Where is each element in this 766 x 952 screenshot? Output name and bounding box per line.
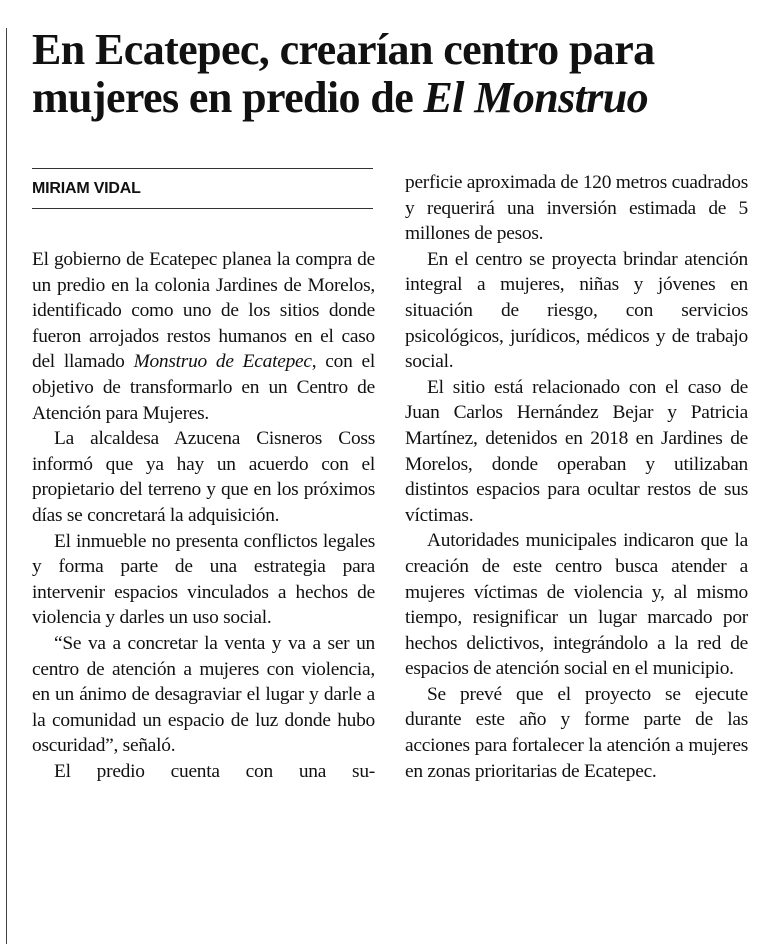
article-column-right [405,170,748,784]
byline: MIRIAM VIDAL [32,180,141,197]
paragraph-9: Se prevé que el proyecto se ejecute durante este año y forme parte de las acciones para fortalecer la atención a mujeres en zonas prioritarias de Ecatepec. [405,683,748,782]
paragraph-4: “Se va a concretar la venta y va a ser un centro de atención a mujeres con violencia, en un ánimo de desagraviar el lugar y darle a la comunidad un espacio de luz donde hubo oscuridad”, señaló. [32,632,375,757]
left-column-rule [6,28,7,944]
byline-rule-top [32,168,373,169]
paragraph-7: El sitio está relacionado con el caso de Juan Carlos Hernández Bejar y Patricia Martínez, detenidos en 2018 en Jardines de Morelos, donde operaban y utilizaban distintos espacios para ocultar restos de sus víctimas. [405,376,748,526]
paragraph-5-continued: perficie aproximada de 120 metros cuadrados y requerirá una inversión estimada de 5 millones de pesos. [405,172,748,245]
paragraph-8: Autoridades municipales indicaron que la creación de este centro busca atender a mujeres víctimas de violencia y, al mismo tiempo, resignificar un lugar marcado por hechos delictivos, integrándolo a la red de espacios de atención social en el municipio. [405,530,748,680]
headline-line-2-prefix: mujeres en predio de [32,73,424,122]
headline-line-2-italic: El Monstruo [423,73,649,122]
headline-line-1: En Ecatepec, crearían centro para [32,25,655,74]
paragraph-1 [32,247,375,426]
byline-rule-bottom [32,208,373,209]
paragraph-1-part-b: , con el objetivo de transformarlo en un Centro de Atención para Mujeres. [32,351,375,424]
headline [32,26,762,122]
paragraph-2: La alcaldesa Azucena Cisneros Coss informó que ya hay un acuerdo con el propietario del terreno y que en los próximos días se concretará la adquisición. [32,428,375,526]
paragraph-1-italic: Monstruo de Ecatepec [133,351,312,373]
paragraph-6: En el centro se proyecta brindar atención integral a mujeres, niñas y jóvenes en situación de riesgo, con servicios psicológicos, jurídicos, médicos y de trabajo social. [405,248,748,373]
paragraph-3: El inmueble no presenta conflictos legales y forma parte de una estrategia para intervenir espacios vinculados a hechos de violencia y darles un uso social. [32,530,375,629]
headline-line-2 [32,74,762,122]
paragraph-5-start: El predio cuenta con una su- [54,760,375,782]
article-column-left [32,247,375,784]
paragraph-1-part-a: El gobierno de Ecatepec planea la compra de un predio en la colonia Jardines de Morelos, identificado como uno de los sitios donde fueron arrojados restos humanos en el caso del llamado [32,249,375,373]
